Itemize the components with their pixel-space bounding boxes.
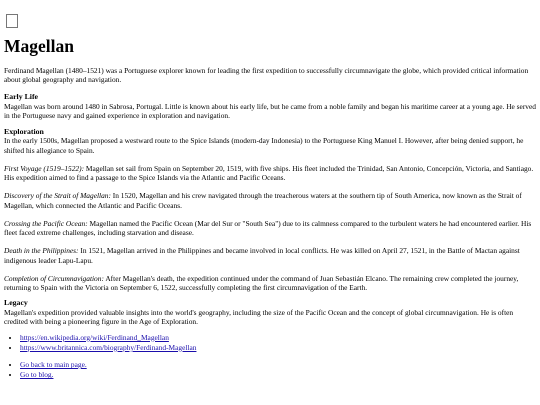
- strait-text: In 1520, Magellan and his crew navigated through the treacherous waters at the southern tip of South America, now known as the Strait of Magellan, which connected the Atlantic and Pacific Oceans.: [4, 191, 522, 210]
- pacific-text: Magellan named the Pacific Ocean (Mar del Sur or "South Sea") due to its calmness compared to the turbulent waters he had encountered earlier. His fleet faced extreme challenges, including starvation and disease.: [4, 218, 532, 238]
- completion-text: After Magellan's death, the expedition continued under the command of Juan Sebastián Elcano. The remaining crew completed the journey, returning to Spain with the Victoria on September 6, 1522, successfully completing the first circumnavigation of the Earth.: [4, 273, 519, 293]
- exploration-paragraph: In the early 1500s, Magellan proposed a westward route to the Spice Islands (modern-day Indonesia) to the Portuguese King Manuel I. However, after being denied support, he shifted his allegiance to Spain.: [4, 136, 524, 155]
- pacific-title: Crossing the Pacific Ocean:: [4, 218, 88, 228]
- page-title: Magellan: [4, 36, 74, 56]
- early-life-paragraph: Magellan was born around 1480 in Sabrosa, Portugal. Little is known about his early life, but he came from a noble family and began his maritime career at a young age. He served in the Portuguese navy and gained experience in exploration and navigation.: [4, 102, 536, 121]
- reference-links-list: [4, 333, 536, 353]
- list-item: [20, 370, 536, 379]
- completion-title: Completion of Circumnavigation:: [4, 273, 104, 283]
- exploration-heading: Exploration: [4, 126, 44, 136]
- list-item: [20, 333, 536, 342]
- death-paragraph: [4, 246, 536, 265]
- intro-paragraph: Ferdinand Magellan (1480–1521) was a Portuguese explorer known for leading the first expedition to successfully circumnavigate the globe, which provided critical information about global geography and navigation.: [4, 65, 529, 85]
- strait-paragraph: [4, 191, 536, 210]
- first-voyage-paragraph: [4, 164, 536, 183]
- legacy-heading: Legacy: [4, 298, 28, 308]
- legacy-paragraph: Magellan's expedition provided valuable insights into the world's geography, including the size of the Pacific Ocean and the concept of global circumnavigation. He is often credited with being a pioneering figure in the Age of Exploration.: [4, 308, 514, 327]
- britannica-link[interactable]: https://www.britannica.com/biography/Ferdinand-Magellan: [20, 342, 197, 352]
- strait-title: Discovery of the Strait of Magellan:: [4, 191, 111, 201]
- first-voyage-title: First Voyage (1519–1522):: [4, 163, 85, 173]
- list-item: [20, 343, 536, 352]
- completion-paragraph: [4, 274, 536, 293]
- blog-link[interactable]: Go to blog.: [20, 370, 54, 380]
- pacific-paragraph: [4, 219, 536, 238]
- broken-image-icon: [6, 14, 18, 28]
- list-item: [20, 360, 536, 369]
- death-title: Death in the Philippines:: [4, 246, 79, 256]
- main-page-link[interactable]: Go back to main page.: [20, 360, 87, 370]
- wikipedia-link[interactable]: https://en.wikipedia.org/wiki/Ferdinand_Magellan: [20, 332, 169, 342]
- death-text: In 1521, Magellan arrived in the Philippines and became involved in local conflicts. He was killed on April 27, 1521, in the Battle of Mactan against indigenous leader Lapu-Lapu.: [4, 246, 520, 265]
- early-life-heading: Early Life: [4, 92, 38, 102]
- navigation-links-list: [4, 360, 536, 380]
- first-voyage-text: Magellan set sail from Spain on September 20, 1519, with five ships. His fleet included the Trinidad, San Antonio, Concepción, Victoria, and Santiago. His expedition aimed to find a passage to the Spice Islands via the Atlantic and Pacific Oceans.: [4, 163, 534, 183]
